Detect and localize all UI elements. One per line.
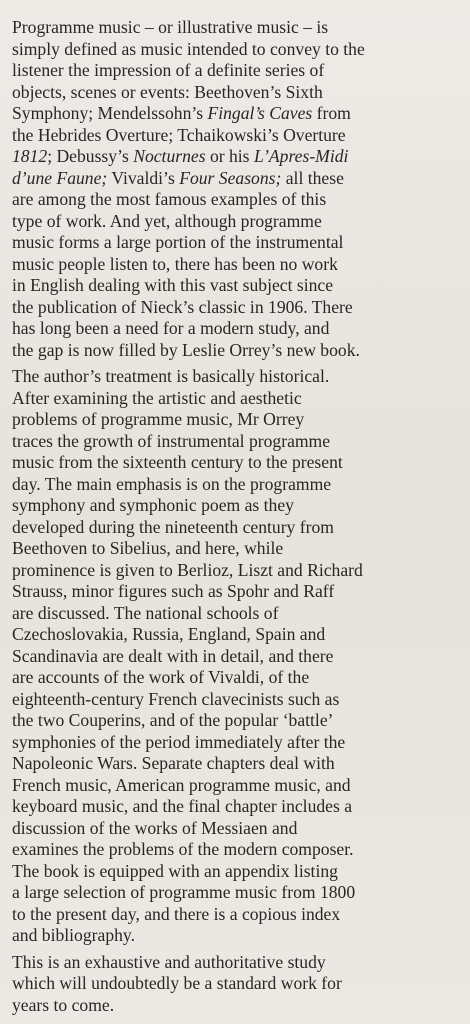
text-segment: or his	[205, 146, 254, 166]
text-line	[12, 275, 460, 297]
text-segment: Scandinavia are dealt with in detail, and there	[12, 645, 334, 666]
text-segment: keyboard music, and the final chapter includes a	[12, 796, 353, 816]
italic-title: Four Seasons;	[179, 167, 282, 188]
text-line	[12, 60, 460, 82]
text-segment: symphonies of the period immediately after the	[12, 731, 346, 752]
text-segment: day. The main emphasis is on the programme	[12, 473, 332, 494]
text-segment: years to come.	[12, 994, 115, 1015]
text-line	[12, 560, 460, 582]
text-segment: Czechoslovakia, Russia, England, Spain and	[12, 624, 326, 644]
text-line	[12, 796, 460, 818]
text-segment: type of work. And yet, although programme	[12, 210, 322, 231]
text-segment: The book is equipped with an appendix listing	[12, 860, 338, 881]
text-segment: eighteenth-century French clavecinists such as	[12, 688, 340, 709]
text-segment: Beethoven to Sibelius, and here, while	[12, 538, 284, 558]
text-segment: Programme music – or illustrative music – is	[12, 17, 329, 37]
text-line	[12, 17, 460, 39]
text-segment: music people listen to, there has been no work	[12, 253, 338, 274]
text-segment: simply defined as music intended to convey to the	[12, 38, 365, 59]
text-segment: the publication of Nieck’s classic in 1906. There	[12, 296, 353, 317]
text-line	[12, 904, 460, 926]
text-segment: traces the growth of instrumental programme	[12, 430, 331, 451]
text-segment: ; Debussy’s	[47, 146, 134, 166]
paragraph-1	[12, 17, 460, 361]
text-line	[12, 952, 460, 974]
text-segment: French music, American programme music, and	[12, 774, 351, 795]
text-line	[12, 538, 460, 560]
text-segment: the two Couperins, and of the popular ‘battle’	[12, 710, 334, 730]
italic-title: Nocturnes	[133, 146, 206, 166]
text-segment: After examining the artistic and aesthetic	[12, 387, 302, 408]
text-line	[12, 82, 460, 104]
text-line	[12, 297, 460, 319]
text-line	[12, 388, 460, 410]
text-line	[12, 340, 460, 362]
text-segment: problems of programme music, Mr Orrey	[12, 409, 305, 429]
text-line	[12, 125, 460, 147]
text-segment: The author’s treatment is basically historical.	[12, 366, 330, 386]
text-line	[12, 861, 460, 883]
italic-title: d’une Faune;	[12, 167, 108, 188]
text-line	[12, 474, 460, 496]
text-line	[12, 603, 460, 625]
text-line	[12, 409, 460, 431]
text-segment: music forms a large portion of the instrumental	[12, 232, 344, 252]
text-segment: and bibliography.	[12, 925, 135, 945]
text-segment: in English dealing with this vast subject since	[12, 275, 334, 295]
italic-title: 1812	[12, 146, 48, 166]
text-segment: are accounts of the work of Vivaldi, of the	[12, 667, 310, 687]
text-line	[12, 366, 460, 388]
text-line	[12, 995, 460, 1017]
text-line	[12, 39, 460, 61]
text-line	[12, 839, 460, 861]
text-segment: the gap is now filled by Leslie Orrey’s new book.	[12, 339, 360, 360]
text-segment: are discussed. The national schools of	[12, 602, 279, 623]
text-segment: Napoleonic Wars. Separate chapters deal with	[12, 753, 335, 773]
text-line	[12, 495, 460, 517]
text-line	[12, 973, 460, 995]
text-line	[12, 882, 460, 904]
text-segment: developed during the nineteenth century from	[12, 516, 334, 537]
blurb-text	[12, 17, 460, 1016]
text-line	[12, 318, 460, 340]
text-line	[12, 452, 460, 474]
text-line	[12, 103, 460, 125]
text-segment: objects, scenes or events: Beethoven’s Sixth	[12, 81, 323, 102]
text-segment: all these	[281, 167, 344, 188]
paragraph-2	[12, 366, 460, 947]
text-line	[12, 168, 460, 190]
text-line	[12, 581, 460, 603]
text-segment: symphony and symphonic poem as they	[12, 495, 294, 515]
text-line	[12, 211, 460, 233]
text-segment: a large selection of programme music from 1800	[12, 882, 356, 902]
text-segment: discussion of the works of Messiaen and	[12, 817, 298, 838]
text-line	[12, 517, 460, 539]
italic-title: Fingal’s Caves	[207, 103, 313, 123]
text-line	[12, 818, 460, 840]
text-line	[12, 646, 460, 668]
text-line	[12, 753, 460, 775]
text-segment: This is an exhaustive and authoritative study	[12, 951, 326, 972]
text-segment: which will undoubtedly be a standard work for	[12, 973, 342, 993]
text-line	[12, 732, 460, 754]
text-line	[12, 624, 460, 646]
text-line	[12, 925, 460, 947]
text-segment: are among the most famous examples of this	[12, 189, 327, 209]
text-segment: music from the sixteenth century to the present	[12, 452, 343, 472]
text-line	[12, 254, 460, 276]
text-segment: listener the impression of a definite series of	[12, 60, 325, 80]
text-line	[12, 146, 460, 168]
text-segment: prominence is given to Berlioz, Liszt and Richard	[12, 559, 363, 580]
text-segment: to the present day, and there is a copious index	[12, 903, 341, 924]
text-line	[12, 232, 460, 254]
text-segment: Strauss, minor figures such as Spohr and Raff	[12, 581, 335, 601]
italic-title: L’Apres-Midi	[253, 146, 349, 166]
text-segment: the Hebrides Overture; Tchaikowski’s Overture	[12, 124, 346, 145]
text-line	[12, 775, 460, 797]
text-segment: Vivaldi’s	[107, 167, 180, 188]
text-line	[12, 667, 460, 689]
text-segment: examines the problems of the modern composer.	[12, 839, 354, 859]
text-line	[12, 710, 460, 732]
text-line	[12, 189, 460, 211]
paragraph-3	[12, 952, 460, 1017]
text-segment: Symphony; Mendelssohn’s	[12, 103, 208, 123]
text-segment: has long been a need for a modern study, and	[12, 318, 330, 338]
text-segment: from	[312, 103, 351, 123]
text-line	[12, 689, 460, 711]
text-line	[12, 431, 460, 453]
